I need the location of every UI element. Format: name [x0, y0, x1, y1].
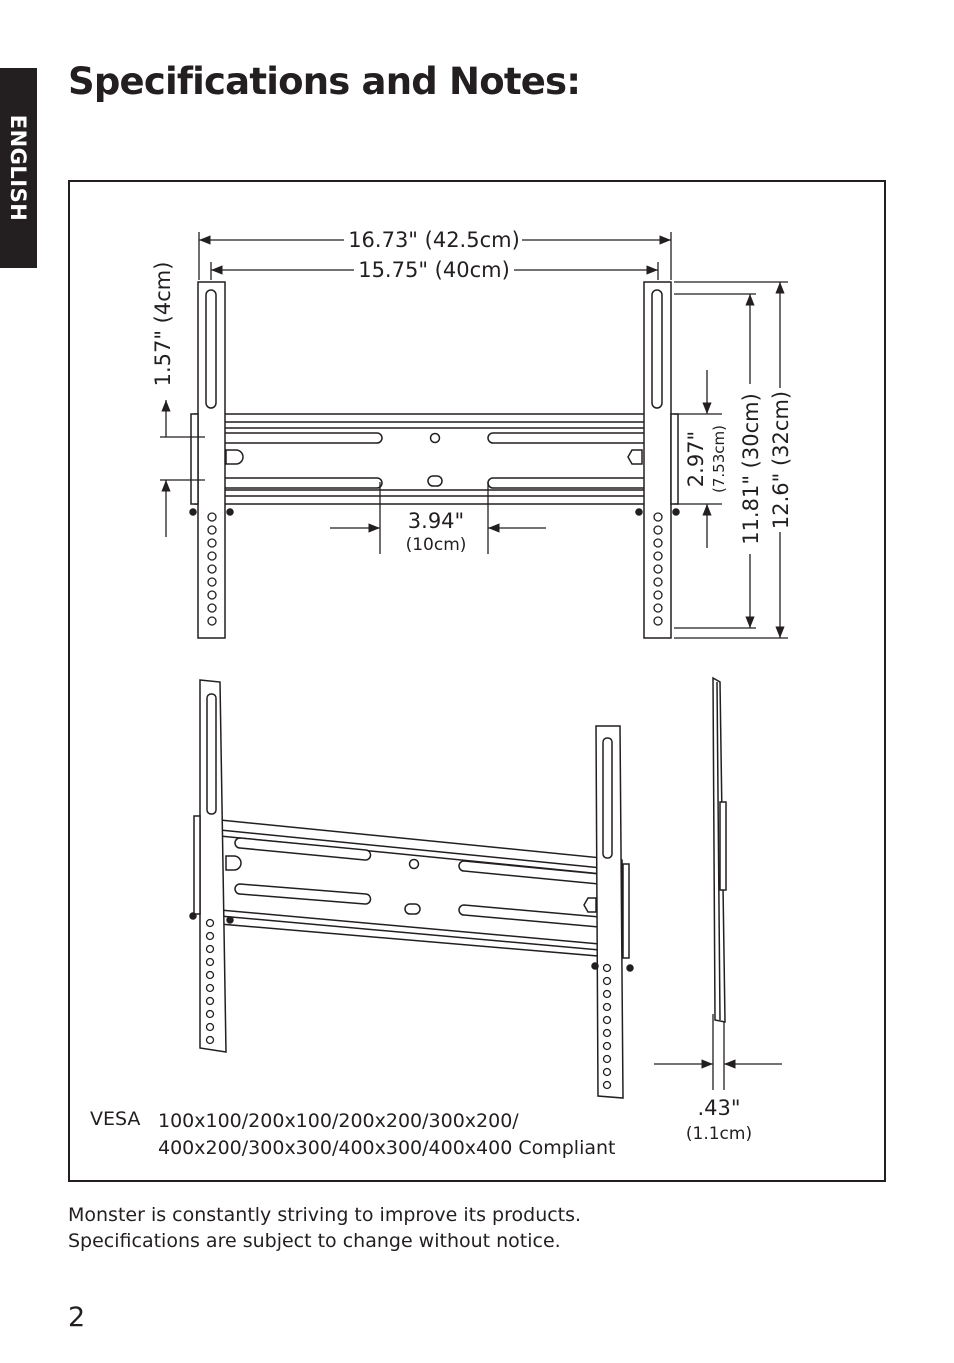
note-line-2: Specifications are subject to change without notice.: [68, 1230, 561, 1252]
page-title: Specifications and Notes:: [68, 60, 581, 103]
vesa-line-2: 400x200/300x300/400x300/400x400 Compliant: [158, 1137, 616, 1159]
dim-overall-width: 16.73" (42.5cm): [348, 228, 520, 252]
language-tab-label: ENGLISH: [6, 114, 30, 222]
vesa-label: VESA: [90, 1108, 141, 1130]
language-tab: [0, 68, 37, 268]
specifications-diagram-box: [68, 180, 886, 1182]
vesa-line-1: 100x100/200x100/200x200/300x200/: [158, 1110, 519, 1132]
page-number: 2: [68, 1302, 86, 1333]
dim-slot-gap: 3.94": [407, 509, 465, 533]
note-line-1: Monster is constantly striving to improve its products.: [68, 1204, 582, 1226]
vesa-compatibility: [158, 1108, 616, 1162]
dim-rail-spacing-metric: (7.53cm): [710, 425, 728, 493]
disclaimer-note: [68, 1202, 581, 1254]
wall-mount-diagram: [70, 182, 884, 1180]
dimension-lines: [160, 232, 788, 1090]
dim-rail-spacing: 2.97": [684, 430, 708, 488]
dim-inner-width: 15.75" (40cm): [358, 258, 510, 282]
front-view-mount: [190, 282, 679, 638]
dim-depth-metric: (1.1cm): [685, 1124, 753, 1144]
dim-depth: .43": [697, 1096, 741, 1120]
perspective-view-mount: [190, 678, 726, 1098]
dim-slot-gap-metric: (10cm): [405, 535, 467, 555]
dim-top-offset: 1.57" (4cm): [151, 261, 175, 387]
dim-height-inner: 11.81" (30cm): [739, 393, 763, 545]
dim-height-outer: 12.6" (32cm): [769, 390, 793, 530]
